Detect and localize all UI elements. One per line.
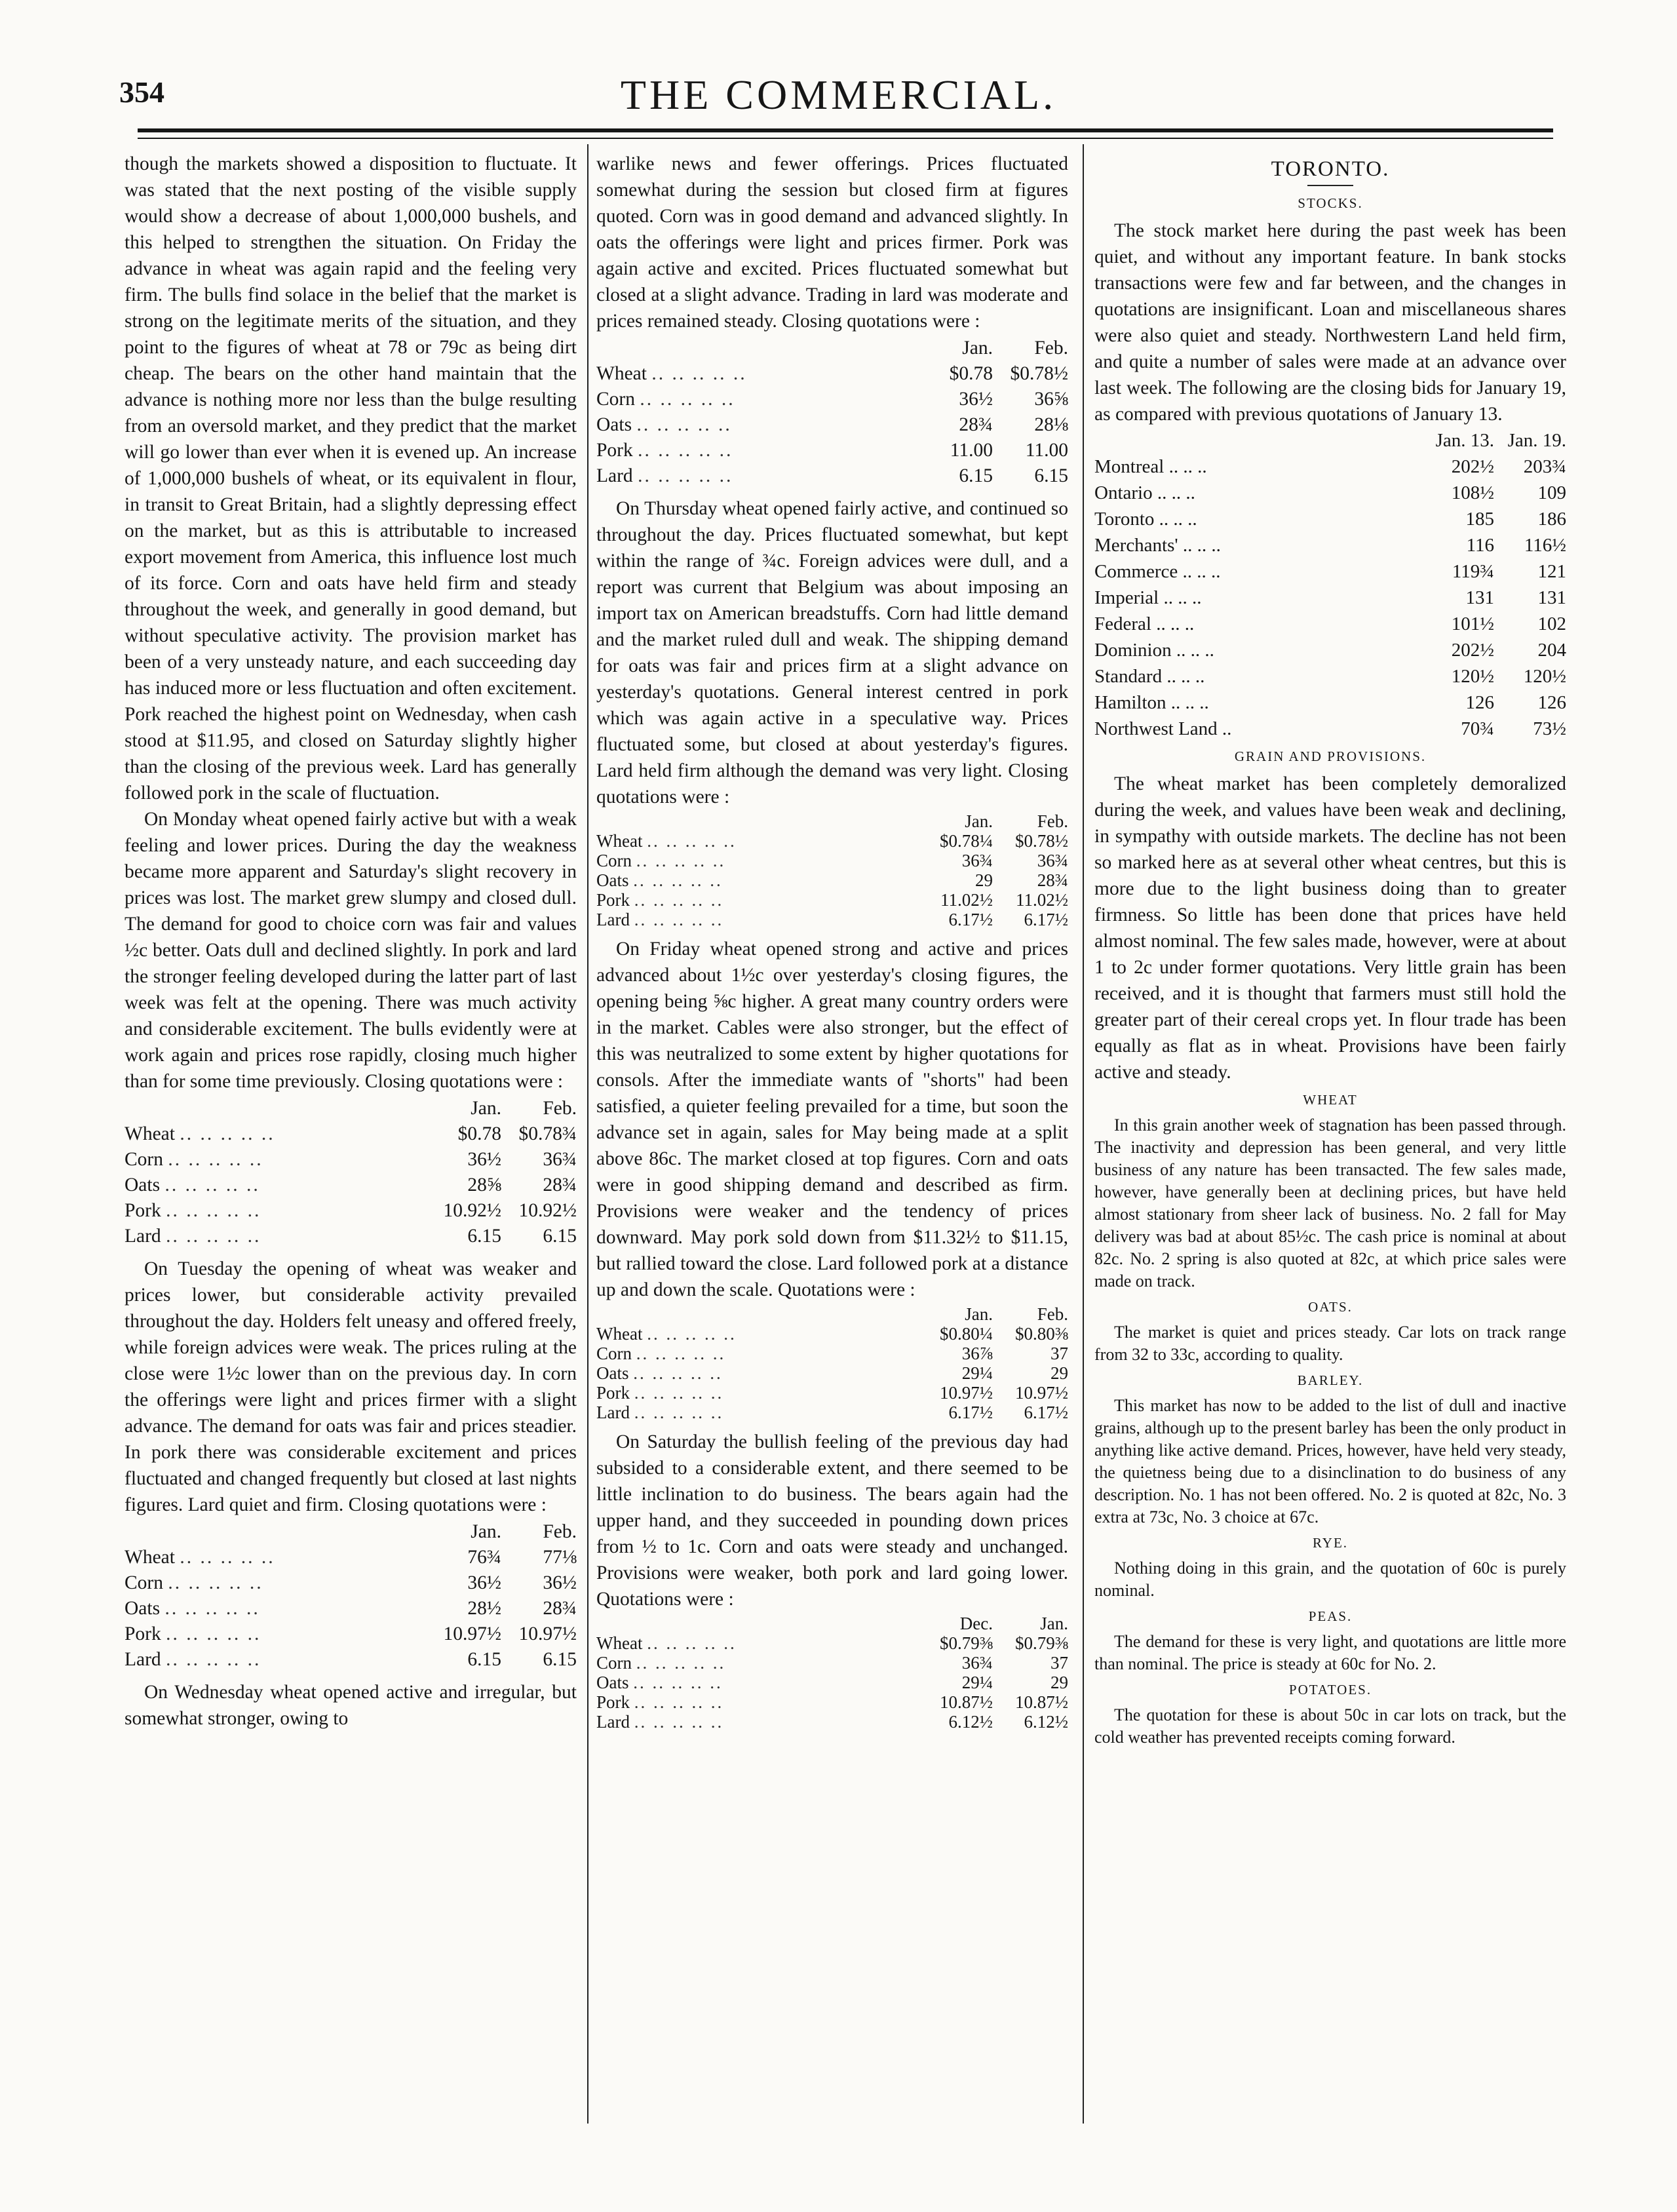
cell-feb: 36⅝ [1034,389,1068,410]
col-head-1: Jan. [471,1098,501,1119]
cell-dec: 6.12½ [948,1712,993,1732]
row-label: Ontario [1094,482,1153,503]
section-heading-toronto: TORONTO. [1271,157,1390,181]
subheading-oats: OATS. [1308,1299,1353,1315]
paragraph-intro: though the markets showed a disposition to fluctuate. It was stated that the next posting of the visible supply would show a decrease of about 1,000,000 bushels, and this helped to strengthen the situation. On Friday the advance in wheat was again rapid and the feeling very firm. The bulls find solace in the belief that the market is strong on the legitimate merits of the situation, and they point to the figures of wheat at 78 or 79c as being dirt cheap. The bears on the other hand maintain that the advance is nothing more nor less than the bulge resulting from an oversold market, and they predict that the market will go lower than ever when it is evened up. An increase of 1,000,000 bushels of wheat, or its equivalent in flour, in transit to Great Britain, had a slightly depressing effect on the market, but as this is attributable to increased export movement from America, this influence lost much of its force. Corn and oats have held firm and steady throughout the week, and generally in good demand, but without speculative activity. The provision market has been of a very unsteady nature, and each succeeding day has induced more or less fluctuation and often excitement. Pork reached the highest point on Wednesday, when cash stood at $11.95, and closed on Saturday slightly higher than the closing of the previous week. Lard has generally followed pork in the scale of fluctuation. [125,153,577,804]
row-label: Wheat [596,1324,643,1344]
cell-feb: 77⅛ [543,1547,577,1568]
cell-jan13: 202½ [1451,456,1494,477]
table-row: Merchants' .. .. .. 116 116½ [1094,532,1566,558]
row-label: Oats [596,1363,629,1383]
cell-jan: 76¾ [467,1547,501,1568]
table-row: Lard .. .. .. .. .. 6.15 6.15 [596,463,1068,489]
cell-jan: 10.97½ [443,1623,501,1644]
table-row: Corn .. .. .. .. .. 36⅞ 37 [596,1344,1068,1363]
table-row: Pork .. .. .. .. .. 10.97½ 10.97½ [125,1621,577,1647]
table-row: Corn .. .. .. .. .. 36½ 36⅝ [596,387,1068,412]
row-label: Oats [596,1673,629,1692]
table-row: Oats .. .. .. .. .. 28¾ 28⅛ [596,412,1068,438]
cell-feb: 10.97½ [1015,1383,1068,1403]
table-row: Oats .. .. .. .. .. 28⅝ 28¾ [125,1173,577,1198]
table-row: Standard .. .. .. 120½ 120½ [1094,663,1566,689]
cell-jan: 28⅝ [467,1174,501,1195]
col-head-2: Jan. [1040,1614,1068,1633]
table-row: Dominion .. .. .. 202½ 204 [1094,637,1566,663]
table-row: Pork .. .. .. .. .. 10.87½ 10.87½ [596,1692,1068,1712]
row-label: Oats [596,870,629,890]
cell-feb: 10.92½ [518,1200,577,1221]
cell-jan: 36½ [959,389,993,410]
cell-jan: 11.02½ [940,890,993,910]
row-label: Northwest Land [1094,718,1218,739]
cell-jan13: 101½ [1451,613,1494,634]
subheading-grain: GRAIN AND PROVISIONS. [1234,748,1427,764]
cell-feb: 28¾ [1037,870,1068,890]
row-label: Corn [596,1653,632,1673]
masthead-title: THE COMMERCIAL. [620,71,1057,118]
col-head-1: Jan. [965,811,993,831]
paragraph-peas: The demand for these is very light, and quotations are little more than nominal. The price is steady at 60c for No. 2. [1094,1632,1566,1673]
row-label: Pork [125,1200,161,1221]
cell-jan13: 120½ [1451,666,1494,687]
quotations-thursday [596,811,1068,929]
paragraph-wednesday-cont: warlike news and fewer offerings. Prices fluctuated somewhat during the session but closed firm at figures quoted. Corn was in good demand and advanced slightly. In oats the offerings were light and prices firmer. Pork was again active and excited. Prices fluctuated somewhat but closed at a slight advance. Trading in lard was moderate and prices remained steady. Closing quotations were : [596,153,1068,332]
col-head-1: Dec. [959,1614,993,1633]
table-row: Hamilton .. .. .. 126 126 [1094,689,1566,716]
cell-feb: $0.78½ [1015,831,1068,851]
subheading-barley: BARLEY. [1297,1372,1364,1388]
table-row: Pork .. .. .. .. .. 11.00 11.00 [596,438,1068,463]
subheading-wheat: WHEAT [1303,1092,1358,1108]
cell-jan: 10.92½ [443,1200,501,1221]
cell-jan: $0.78¼ [940,831,993,851]
col-head-2: Feb. [543,1098,577,1119]
paragraph-barley: This market has now to be added to the list of dull and inactive grains, although up to the present barley has been the only product in anything like active demand. Prices, however, have held very steady, the quietness being due to a disinclination to do business of any description. No. 1 has not been offered. No. 2 is quoted at 82c, No. 3 extra at 73c, No. 3 choice at 67c. [1094,1396,1566,1526]
cell-jan: $0.78 [457,1123,501,1144]
row-label: Toronto [1094,509,1155,530]
table-row: Oats .. .. .. .. .. 29 28¾ [596,870,1068,890]
cell-feb: 11.00 [1025,440,1068,461]
cell-dec: 10.87½ [940,1692,993,1712]
row-label: Pork [596,440,633,461]
subheading-potatoes: POTATOES. [1288,1682,1372,1698]
cell-jan19: 73½ [1533,718,1566,739]
cell-dec: 29¼ [961,1673,993,1692]
table-row: Federal .. .. .. 101½ 102 [1094,611,1566,637]
row-label: Pork [596,1692,630,1712]
col-head-2: Jan. 19. [1507,430,1566,451]
table-row: Oats .. .. .. .. .. 29¼ 29 [596,1673,1068,1692]
cell-jan: 6.15 [467,1226,501,1247]
row-label: Oats [596,414,632,435]
cell-jan13: 131 [1465,587,1494,608]
cell-jan: 10.97½ [940,1383,993,1403]
table-row: Corn .. .. .. .. .. 36½ 36¾ [125,1147,577,1173]
cell-jan: 28¾ [959,414,993,435]
table-row: Wheat .. .. .. .. .. $0.78 $0.78¾ [125,1121,577,1147]
row-label: Lard [596,910,630,929]
row-label: Pork [596,890,630,910]
cell-feb: 29 [1051,1363,1068,1383]
paragraph-wednesday: On Wednesday wheat opened active and irregular, but somewhat stronger, owing to [125,1682,577,1729]
cell-jan13: 116 [1466,535,1494,556]
cell-jan13: 108½ [1451,482,1494,503]
quotations-saturday [596,1614,1068,1732]
table-row: Wheat .. .. .. .. .. $0.79⅜ $0.79⅜ [596,1633,1068,1653]
table-row: Pork .. .. .. .. .. 11.02½ 11.02½ [596,890,1068,910]
heading-rule [1307,185,1353,186]
row-label: Lard [596,465,633,486]
cell-jan: 36½ [467,1572,501,1593]
paragraph-saturday: On Saturday the bullish feeling of the previous day had subsided to a considerable extent, and there seemed to be little inclination to do business. The bears again had the upper hand, and they succeeded in pounding down prices from ½ to 1c. Corn and oats were steady and unchanged. Provisions were weaker, both pork and lard going lower. Quotations were : [596,1431,1068,1610]
cell-jan19: 126 [1537,692,1566,713]
cell-feb: 36¾ [1037,851,1068,870]
page-number: 354 [119,75,164,109]
row-label: Wheat [125,1547,175,1568]
table-row: Wheat .. .. .. .. .. 76¾ 77⅛ [125,1545,577,1570]
quotations-monday [125,1096,577,1249]
column-1 [125,151,577,1732]
row-label: Montreal [1094,456,1165,477]
table-row: Lard .. .. .. .. .. 6.15 6.15 [125,1224,577,1249]
table-row: Lard .. .. .. .. .. 6.12½ 6.12½ [596,1712,1068,1732]
cell-jan: 29 [975,870,993,890]
cell-feb: 28¾ [543,1174,577,1195]
table-row: Northwest Land .. 70¾ 73½ [1094,716,1566,742]
cell-jan19: 116½ [1524,535,1566,556]
paragraph-friday: On Friday wheat opened strong and active and prices advanced about 1½c over yesterday's closing figures, the opening being ⅝c higher. A great many country orders were in the market. Cables were also stronger, but the effect of this was neutralized to some extent by higher quotations for consols. After the immediate wants of "shorts" had been satisfied, a quieter feeling prevailed for a time, but soon the advance set in again, sales for May being made at a split above 86c. The market closed at top figures. Corn and oats were in good shipping demand and described as firm. Provisions were weaker and the tendency of prices downward. May pork sold down from $11.32½ to $11.15, but rallied toward the close. Lard followed pork at a distance up and down the scale. Quotations were : [596,939,1068,1300]
cell-jan: 6.17½ [948,1403,993,1422]
quotations-wednesday [596,336,1068,489]
row-label: Pork [596,1383,630,1403]
cell-feb: $0.78¾ [518,1123,577,1144]
row-label: Corn [596,851,632,870]
row-label: Wheat [596,363,647,384]
table-row: Corn .. .. .. .. .. 36¾ 36¾ [596,851,1068,870]
cell-jan19: 204 [1537,640,1566,661]
row-label: Pork [125,1623,161,1644]
col-head-2: Feb. [543,1521,577,1542]
cell-jan19: 121 [1537,561,1566,582]
col-head-1: Jan. 13. [1435,430,1494,451]
paragraph-thursday: On Thursday wheat opened fairly active, and continued so throughout the day. Prices fluctuated somewhat, but kept within the range of ¾c. Foreign advices were dull, and a report was current that Belgium was about imposing an import tax on American breadstuffs. Corn had little demand and the market ruled dull and weak. The shipping demand for oats was fair and prices firm at a slight advance on yesterday's quotations. General interest centred in pork which was again active in a speculative way. Prices fluctuated some, but closed at about yesterday's figures. Lard held firm although the demand was very light. Closing quotations were : [596,498,1068,807]
table-row: Oats .. .. .. .. .. 28½ 28¾ [125,1596,577,1621]
table-row: Commerce .. .. .. 119¾ 121 [1094,558,1566,585]
col-head-1: Jan. [965,1304,993,1324]
paragraph-oats: The market is quiet and prices steady. Car lots on track range from 32 to 33c, according to quality. [1094,1323,1566,1364]
table-row: Toronto .. .. .. 185 186 [1094,506,1566,532]
col-head-2: Feb. [1037,1304,1068,1324]
row-label: Lard [125,1649,161,1670]
subheading-rye: RYE. [1312,1535,1349,1551]
table-row: Pork .. .. .. .. .. 10.97½ 10.97½ [596,1383,1068,1403]
cell-jan19: 102 [1537,613,1566,634]
bank-stocks-table [1094,427,1566,742]
paragraph-tuesday: On Tuesday the opening of wheat was weaker and prices lower, but considerable activity prevailed throughout the day. Holders felt uneasy and offered freely, while foreign advices were weak. The prices ruling at the close were 1½c lower than on the previous day. In corn the offerings were light and prices firmer with a slight advance. The demand for oats was fair and prices steadier. In pork there was considerable excitement and prices fluctuated and changed frequently but closed at last nights figures. Lard quiet and firm. Closing quotations were : [125,1258,577,1515]
cell-jan19: 131 [1537,587,1566,608]
cell-jan: 29¼ [961,1363,993,1383]
paragraph-stocks: The stock market here during the past week has been quiet, and without any important feature. In bank stocks transactions were few and far between, and the changes in quotations are insignificant. Loan and miscellaneous shares were also quiet and steady. Northwestern Land held firm, and quite a number of sales were made at an advance over last week. The following are the closing bids for January 19, as compared with previous quotations of January 13. [1094,220,1566,425]
row-label: Oats [125,1174,161,1195]
table-row: Lard .. .. .. .. .. 6.17½ 6.17½ [596,910,1068,929]
cell-jan13: 202½ [1451,640,1494,661]
table-row: Lard .. .. .. .. .. 6.17½ 6.17½ [596,1403,1068,1422]
column-3 [1094,151,1566,1749]
row-label: Commerce [1094,561,1178,582]
cell-jan: $0.80¼ [940,1324,993,1344]
table-row: Corn .. .. .. .. .. 36½ 36½ [125,1570,577,1596]
cell-jan13: 126 [1465,692,1494,713]
cell-jan19: 109 [1537,482,1566,503]
cell-jan19: 203¾ [1523,456,1566,477]
cell-feb: 36¾ [543,1149,577,1170]
table-row: Pork .. .. .. .. .. 10.92½ 10.92½ [125,1198,577,1224]
table-row: Wheat .. .. .. .. .. $0.80¼ $0.80⅜ [596,1324,1068,1344]
table-row: Corn .. .. .. .. .. 36¾ 37 [596,1653,1068,1673]
cell-feb: 10.97½ [518,1623,577,1644]
row-label: Oats [125,1598,161,1619]
column-divider [587,144,588,2124]
cell-feb: 28¾ [543,1598,577,1619]
row-label: Lard [596,1403,630,1422]
header-rule [138,128,1553,132]
col-head-1: Jan. [962,338,993,359]
row-label: Corn [125,1572,163,1593]
row-label: Wheat [596,831,643,851]
col-head-2: Feb. [1037,811,1068,831]
paragraph-rye: Nothing doing in this grain, and the quotation of 60c is purely nominal. [1094,1559,1566,1600]
row-label: Lard [596,1712,630,1732]
cell-feb: 6.17½ [1024,910,1068,929]
cell-dec: 36¾ [961,1653,993,1673]
cell-jan: 6.17½ [948,910,993,929]
row-label: Standard [1094,666,1163,687]
cell-jan: 36⅞ [961,1344,993,1363]
paragraph-monday: On Monday wheat opened fairly active but with a weak feeling and lower prices. During the day the weakness became more apparent and Saturday's slight recovery in prices was lost. The market grew slumpy and closed dull. The demand for good to choice corn was fair and values ½c better. Oats dull and declined slightly. In pork and lard the stronger feeling developed during the latter part of last week was felt at the opening. There was much activity and considerable excitement. The bulls evidently were at work again and prices rose rapidly, closing much higher than for some time previously. Closing quotations were : [125,809,577,1092]
cell-dec: $0.79⅜ [940,1633,993,1653]
header-rule-thin [138,138,1553,139]
row-label: Corn [596,1344,632,1363]
subheading-peas: PEAS. [1308,1608,1353,1624]
cell-jan: $0.78 [949,363,993,384]
cell-feb: $0.78½ [1010,363,1068,384]
quotations-tuesday [125,1519,577,1673]
cell-feb: 6.17½ [1024,1403,1068,1422]
col-head-1: Jan. [471,1521,501,1542]
cell-jan19: 120½ [1523,666,1566,687]
row-label: Corn [125,1149,163,1170]
cell-feb: 36½ [543,1572,577,1593]
cell-jan: 28½ [467,1598,501,1619]
row-label: Corn [596,389,635,410]
table-row: Montreal .. .. .. 202½ 203¾ [1094,454,1566,480]
cell-jan: 29 [1051,1673,1068,1692]
row-label: Imperial [1094,587,1159,608]
row-label: Dominion [1094,640,1172,661]
cell-jan13: 70¾ [1461,718,1494,739]
cell-feb: 37 [1051,1344,1068,1363]
cell-feb: 6.15 [543,1226,577,1247]
table-row: Oats .. .. .. .. .. 29¼ 29 [596,1363,1068,1383]
paragraph-wheat: In this grain another week of stagnation has been passed through. The inactivity and depression has been general, and very little business of any nature has been transacted. The few sales made, however, have generally been at declining prices, but have held almost stationary from sheer lack of business. No. 2 fall for May delivery was bad at about 85½c. The cash price is nominal at about 82c. No. 2 spring is also quoted at 82c, at which price sales were made on track. [1094,1116,1566,1290]
cell-jan19: 186 [1537,509,1566,530]
table-row: Ontario .. .. .. 108½ 109 [1094,480,1566,506]
table-row: Wheat .. .. .. .. .. $0.78¼ $0.78½ [596,831,1068,851]
table-row: Lard .. .. .. .. .. 6.15 6.15 [125,1647,577,1673]
cell-feb: 11.02½ [1016,890,1068,910]
cell-jan: $0.79⅜ [1015,1633,1068,1653]
cell-jan: 6.15 [467,1649,501,1670]
row-label: Lard [125,1226,161,1247]
cell-jan: 36¾ [961,851,993,870]
cell-feb: 6.15 [1034,465,1068,486]
row-label: Merchants' [1094,535,1178,556]
cell-jan13: 119¾ [1452,561,1494,582]
paragraph-potatoes: The quotation for these is about 50c in car lots on track, but the cold weather has prevented receipts coming forward. [1094,1705,1566,1747]
row-label: Federal [1094,613,1151,634]
cell-feb: $0.80⅜ [1015,1324,1068,1344]
column-2 [596,151,1068,1738]
subheading-stocks: STOCKS. [1298,195,1363,211]
cell-jan: 10.87½ [1015,1692,1068,1712]
row-label: Wheat [596,1633,643,1653]
table-row: Wheat .. .. .. .. .. $0.78 $0.78½ [596,361,1068,387]
cell-jan: 36½ [467,1149,501,1170]
cell-jan: 6.12½ [1024,1712,1068,1732]
table-row: Imperial .. .. .. 131 131 [1094,585,1566,611]
cell-jan: 6.15 [959,465,993,486]
quotations-friday [596,1304,1068,1422]
col-head-2: Feb. [1034,338,1068,359]
column-divider [1083,144,1084,2124]
row-label: Hamilton [1094,692,1166,713]
cell-feb: 6.15 [543,1649,577,1670]
cell-jan: 11.00 [950,440,993,461]
row-label: Wheat [125,1123,175,1144]
cell-feb: 28⅛ [1034,414,1068,435]
cell-jan: 37 [1051,1653,1068,1673]
cell-jan13: 185 [1465,509,1494,530]
paragraph-grain: The wheat market has been completely demoralized during the week, and values have been weak and declining, in sympathy with outside markets. The decline has not been so marked here as at several other wheat centres, but this is more due to the light business doing than to greater firmness. So little has been done that prices have held almost nominal. The few sales made, however, were at about 1 to 2c under former quotations. Very little grain has been received, and it is thought that farmers must still hold the greater part of their cereal crops yet. In flour trade has been equally as flat as in wheat. Provisions have been fairly active and steady. [1094,773,1566,1083]
